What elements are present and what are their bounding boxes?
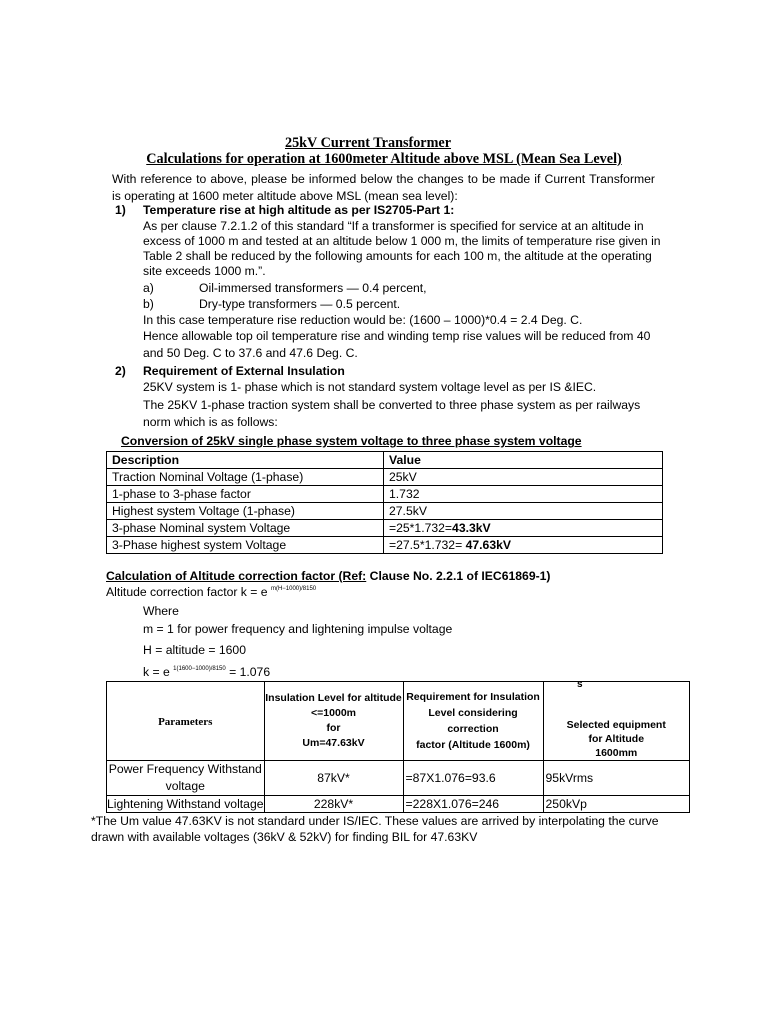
list-item-a-text: Oil-immersed transformers — 0.4 percent, (199, 281, 427, 295)
conversion-header-row (107, 452, 663, 469)
row-parameter: Power Frequency Withstand voltage (107, 761, 265, 796)
row-selected: 95kVrms (543, 761, 689, 796)
row-description: Traction Nominal Voltage (1-phase) (107, 469, 384, 486)
table-row (107, 469, 663, 486)
section-2-heading: Requirement of External Insulation (143, 364, 345, 378)
table-row (107, 537, 663, 554)
table-row (107, 503, 663, 520)
altitude-heading-underlined: Calculation of Altitude correction factor (Ref: (106, 569, 367, 583)
header-value: Value (384, 452, 663, 469)
row-selected: 250kVp (543, 796, 689, 813)
allowable-line: Hence allowable top oil temperature rise and winding temp rise values will be reduced from 40 and 50 Deg. C to 37.6 and 47.6 Deg. C. (143, 329, 651, 360)
conversion-table (106, 451, 663, 554)
document-title: 25kV Current Transformer (284, 135, 452, 151)
insulation-table (106, 681, 690, 813)
row-value: =25*1.732=43.3kV (384, 520, 663, 537)
footnote: *The Um value 47.63KV is not standard under IS/IEC. These values are arrived by interpolating the curve drawn with available voltages (36kV & 52kV) for finding BIL for 47.63KV (91, 814, 659, 844)
row-description: Highest system Voltage (1-phase) (107, 503, 384, 520)
altitude-heading (106, 569, 551, 584)
insulation-header-row (107, 682, 690, 761)
table-row (107, 520, 663, 537)
k-formula (106, 585, 316, 603)
table-row (107, 486, 663, 503)
table-row (107, 761, 690, 796)
section-1-heading: Temperature rise at high altitude as per IS2705-Part 1: (143, 203, 455, 217)
m-definition: m = 1 for power frequency and lightening impulse voltage (143, 622, 453, 636)
altitude-heading-rest: Clause No. 2.2.1 of IEC61869-1) (366, 569, 551, 583)
table-row (107, 796, 690, 813)
header-requirement: Requirement for Insulation Level considering correction factor (Altitude 1600m) (403, 682, 543, 761)
row-description: 3-phase Nominal system Voltage (107, 520, 384, 537)
row-level: 87kV* (264, 761, 403, 796)
h-definition: H = altitude = 1600 (143, 643, 246, 657)
list-item-b-mark: b) (143, 297, 154, 311)
row-requirement: =228X1.076=246 (403, 796, 543, 813)
row-requirement: =87X1.076=93.6 (403, 761, 543, 796)
row-level: 228kV* (264, 796, 403, 813)
row-parameter: Lightening Withstand voltage (107, 797, 264, 811)
section-1-clause: As per clause 7.2.1.2 of this standard “If a transformer is specified for service at an altitude in excess of 1000 m and tested at an altitude below 1 000 m, the limits of temperature rise given in Table 2 shall be reduced by the following amounts for each 100 m, the altitude at the operating site exceeds 1000 m.”. (143, 219, 661, 278)
k-calc-exponent: 1(1600−1000)/8150 (173, 666, 226, 672)
row-value: 1.732 (384, 486, 663, 503)
row-description: 3-Phase highest system Voltage (107, 537, 384, 554)
header-selected: Selected equipment for Altitude 1600mm (543, 682, 689, 761)
k-calc-text: k = e (143, 665, 170, 679)
row-value: 25kV (384, 469, 663, 486)
section-2-line-1: 25KV system is 1- phase which is not standard system voltage level as per IS &IEC. (143, 380, 597, 394)
section-2-line-2: The 25KV 1-phase traction system shall be converted to three phase system as per railways norm which is as follows: (143, 398, 641, 429)
k-formula-exponent: m(H−1000)/8150 (270, 586, 317, 592)
k-formula-text: Altitude correction factor k = e (106, 585, 268, 599)
conversion-heading: Conversion of 25kV single phase system voltage to three phase system voltage (121, 434, 582, 448)
section-2-number: 2) (115, 364, 126, 378)
where-label: Where (143, 604, 179, 618)
intro-paragraph: With reference to above, please be informed below the changes to be made if Current Transformer is operating at 1600 meter altitude above MSL (mean sea level): (112, 172, 655, 203)
row-description: 1-phase to 3-phase factor (107, 486, 384, 503)
corner-mark: s (577, 679, 583, 690)
header-description: Description (107, 452, 384, 469)
header-parameters: Parameters (107, 682, 265, 761)
list-item-b-text: Dry-type transformers — 0.5 percent. (199, 297, 401, 311)
reduction-line: In this case temperature rise reduction would be: (1600 – 1000)*0.4 = 2.4 Deg. C. (143, 313, 583, 327)
row-value: =27.5*1.732= 47.63kV (384, 537, 663, 554)
header-insulation-level: Insulation Level for altitude <=1000m for Um=47.63kV (264, 682, 403, 761)
row-value: 27.5kV (384, 503, 663, 520)
section-1-number: 1) (115, 203, 126, 217)
document-subtitle: Calculations for operation at 1600meter Altitude above MSL (Mean Sea Level) (146, 151, 622, 167)
list-item-a-mark: a) (143, 281, 154, 295)
k-calc-result: = 1.076 (225, 665, 271, 679)
